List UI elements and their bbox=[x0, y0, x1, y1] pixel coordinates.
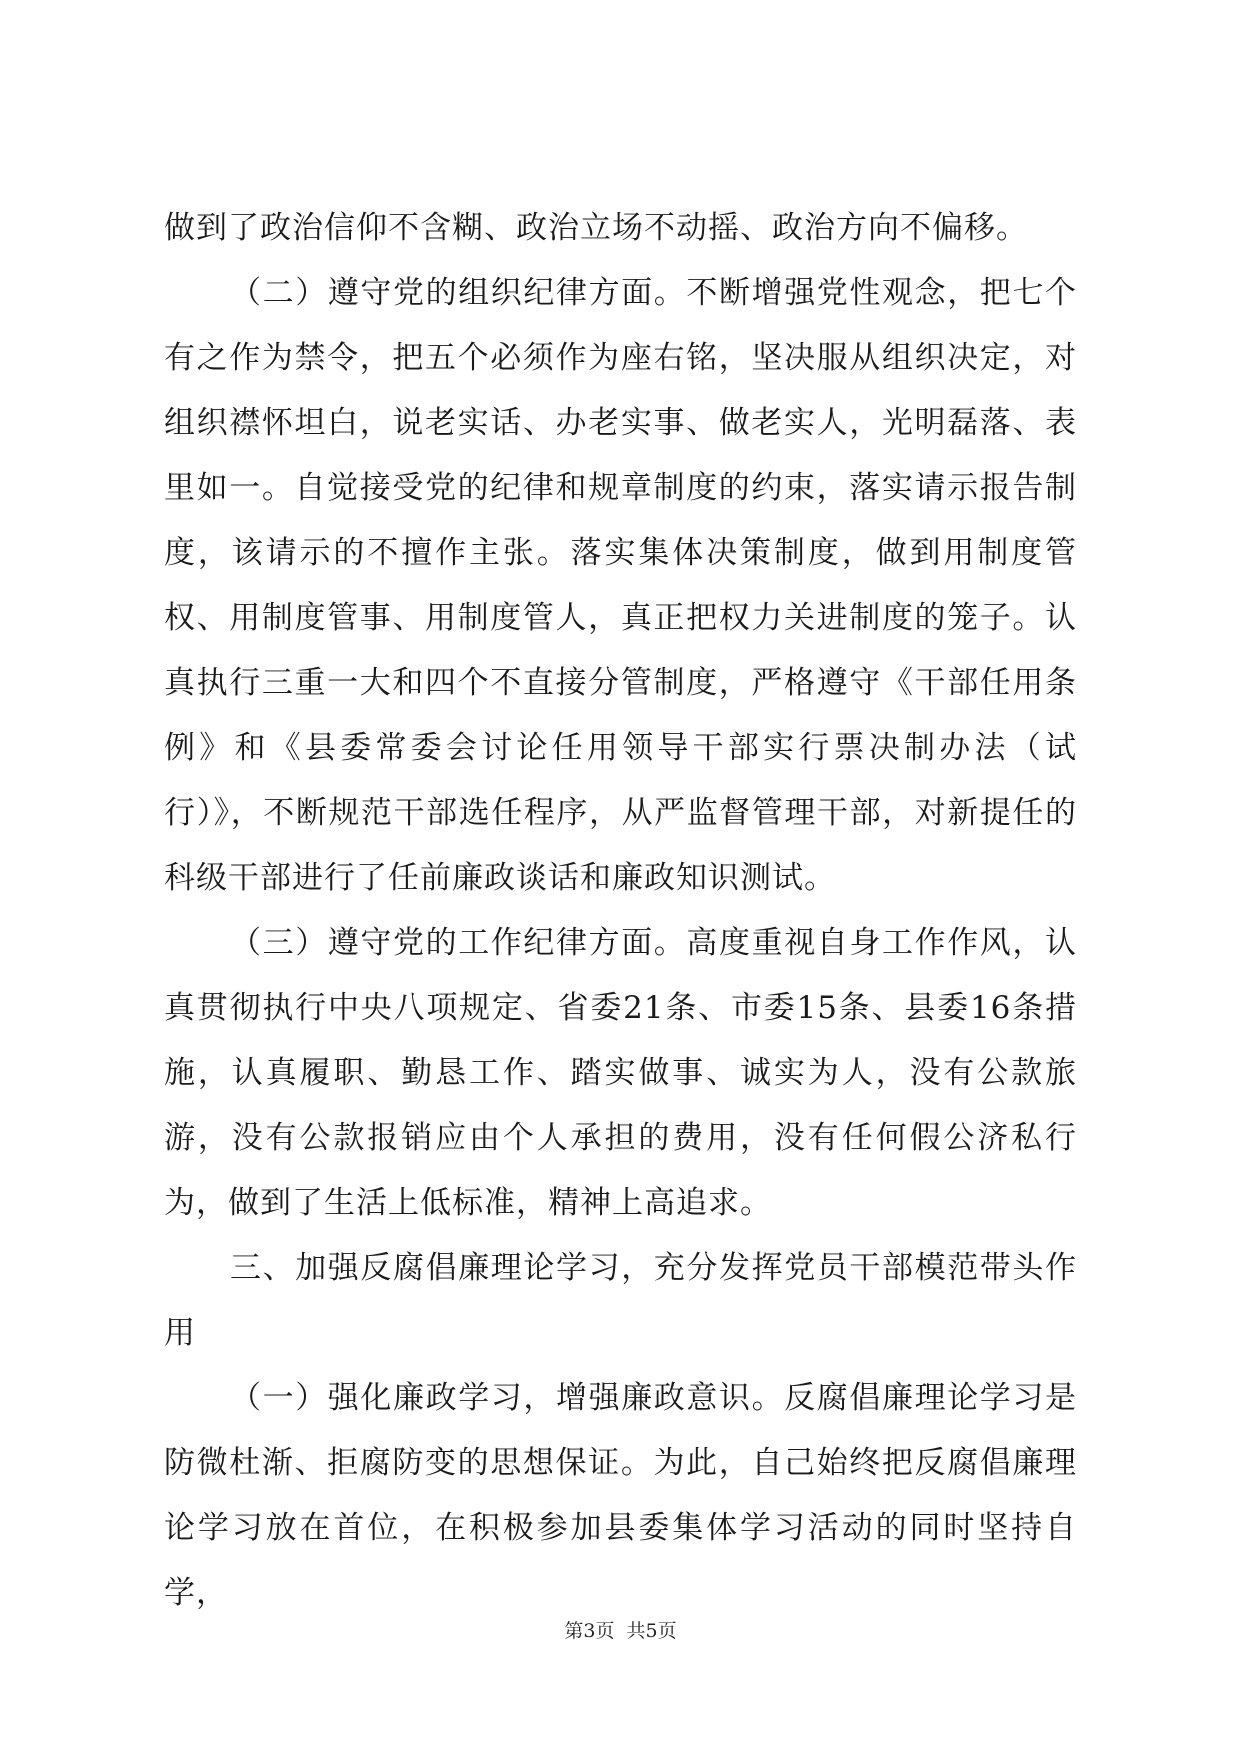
section-heading-three: 三、加强反腐倡廉理论学习，充分发挥党员干部模范带头作用 bbox=[164, 1250, 1077, 1351]
paragraph-work-discipline: （三）遵守党的工作纪律方面。高度重视自身工作作风，认真贯彻执行中央八项规定、省委21条、市委15条、县委16条措施，认真履职、勤恳工作、踏实做事、诚实为人，没有公款旅游，没有公款报销应由个人承担的费用，没有任何假公济私行为，做到了生活上低标准，精神上高追求。 bbox=[164, 925, 1077, 1221]
document-body bbox=[164, 196, 1077, 1626]
page-number-label: 第3页 共5页 bbox=[564, 1620, 677, 1642]
paragraph-organizational-discipline: （二）遵守党的组织纪律方面。不断增强党性观念，把七个有之作为禁令，把五个必须作为座右铭，坚决服从组织决定，对组织襟怀坦白，说老实话、办老实事、做老实人，光明磊落、表里如一。自觉接受党的纪律和规章制度的约束，落实请示报告制度，该请示的不擅作主张。落实集体决策制度，做到用制度管权、用制度管事、用制度管人，真正把权力关进制度的笼子。认真执行三重一大和四个不直接分管制度，严格遵守《干部任用条例》和《县委常委会讨论任用领导干部实行票决制办法（试行）》，不断规范干部选任程序，从严监督管理干部，对新提任的科级干部进行了任前廉政谈话和廉政知识测试。 bbox=[164, 275, 1077, 896]
paragraph-integrity-study: （一）强化廉政学习，增强廉政意识。反腐倡廉理论学习是防微杜渐、拒腐防变的思想保证。为此，自己始终把反腐倡廉理论学习放在首位，在积极参加县委集体学习活动的同时坚持自学， bbox=[164, 1380, 1077, 1611]
page-footer bbox=[0, 1619, 1241, 1643]
paragraph-political-conclusion: 做到了政治信仰不含糊、政治立场不动摇、政治方向不偏移。 bbox=[164, 210, 1028, 246]
